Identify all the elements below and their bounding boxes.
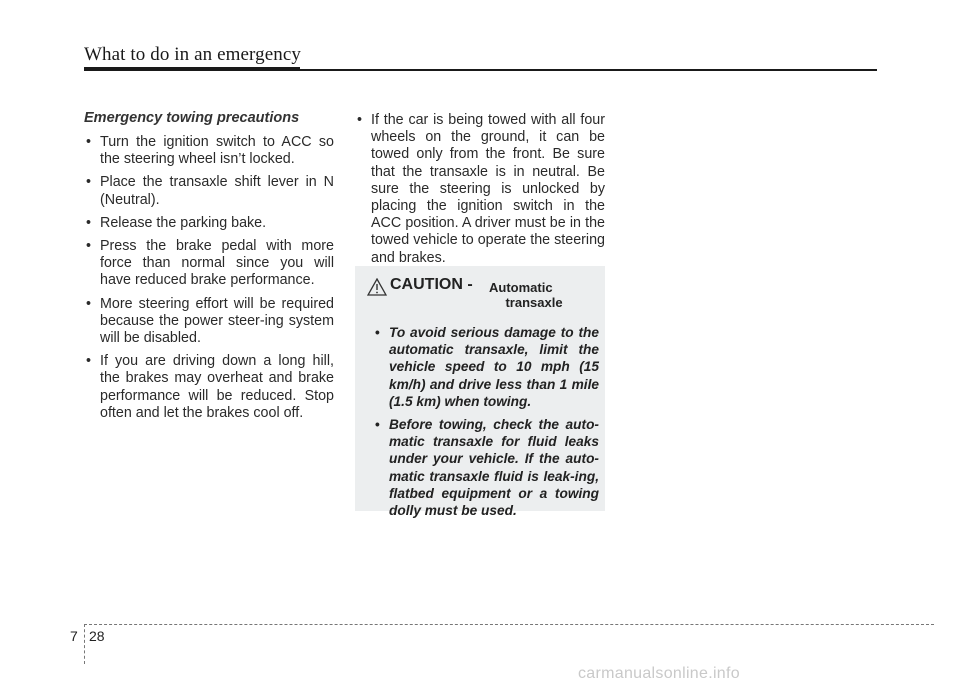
header-rule-thick xyxy=(84,67,300,71)
section-heading: Emergency towing precautions xyxy=(84,110,300,126)
caution-box xyxy=(355,266,605,519)
list-item: • If you are driving down a long hill, the brakes may overheat and brake performance will be reduced. Stop often and let the brakes cool off. xyxy=(84,353,334,422)
list-item: • Release the parking bake. xyxy=(84,215,334,232)
watermark: carmanualsonline.info xyxy=(578,665,740,682)
header-rule-thin xyxy=(300,69,877,71)
caution-subtitle-line2: transaxle xyxy=(505,295,563,310)
middle-column xyxy=(355,112,605,273)
left-column xyxy=(84,110,334,428)
list-item: • Press the brake pedal with more force than normal since you will have reduced brake performance. xyxy=(84,238,334,290)
page-title: What to do in an emergency xyxy=(84,44,301,65)
precautions-list xyxy=(84,134,334,422)
caution-subtitle xyxy=(489,280,599,310)
caution-header xyxy=(355,266,605,312)
towing-list xyxy=(355,112,605,267)
list-item: • Place the transaxle shift lever in N (Neutral). xyxy=(84,174,334,208)
caution-label: CAUTION - xyxy=(390,276,473,293)
footer-rule xyxy=(84,624,934,625)
list-item: • If the car is being towed with all four wheels on the ground, it can be towed only from the front. Be sure that the transaxle is in neutral. Be sure the steering is unlocked by placing the ignition switch in the ACC position. A driver must be in the towed vehicle to operate the steering and brakes. xyxy=(355,112,605,267)
list-item: • Before towing, check the auto-matic transaxle for fluid leaks under your vehicle. If the auto-matic transaxle fluid is leak-ing, flatbed equipment or a towing dolly must be used. xyxy=(375,416,599,519)
warning-triangle-icon xyxy=(367,278,387,296)
list-item: • Turn the ignition switch to ACC so the steering wheel isn’t locked. xyxy=(84,134,334,168)
list-item: • More steering effort will be required because the power steer-ing system will be disabled. xyxy=(84,296,334,348)
footer-divider xyxy=(84,624,85,664)
list-item: • To avoid serious damage to the automatic transaxle, limit the vehicle speed to 10 mph (15 km/h) and drive less than 1 mile (1.5 km) when towing. xyxy=(375,324,599,410)
page-number: 28 xyxy=(89,628,105,644)
caution-subtitle-line1: Automatic xyxy=(489,280,553,295)
chapter-number: 7 xyxy=(70,628,78,644)
caution-list xyxy=(355,312,605,519)
